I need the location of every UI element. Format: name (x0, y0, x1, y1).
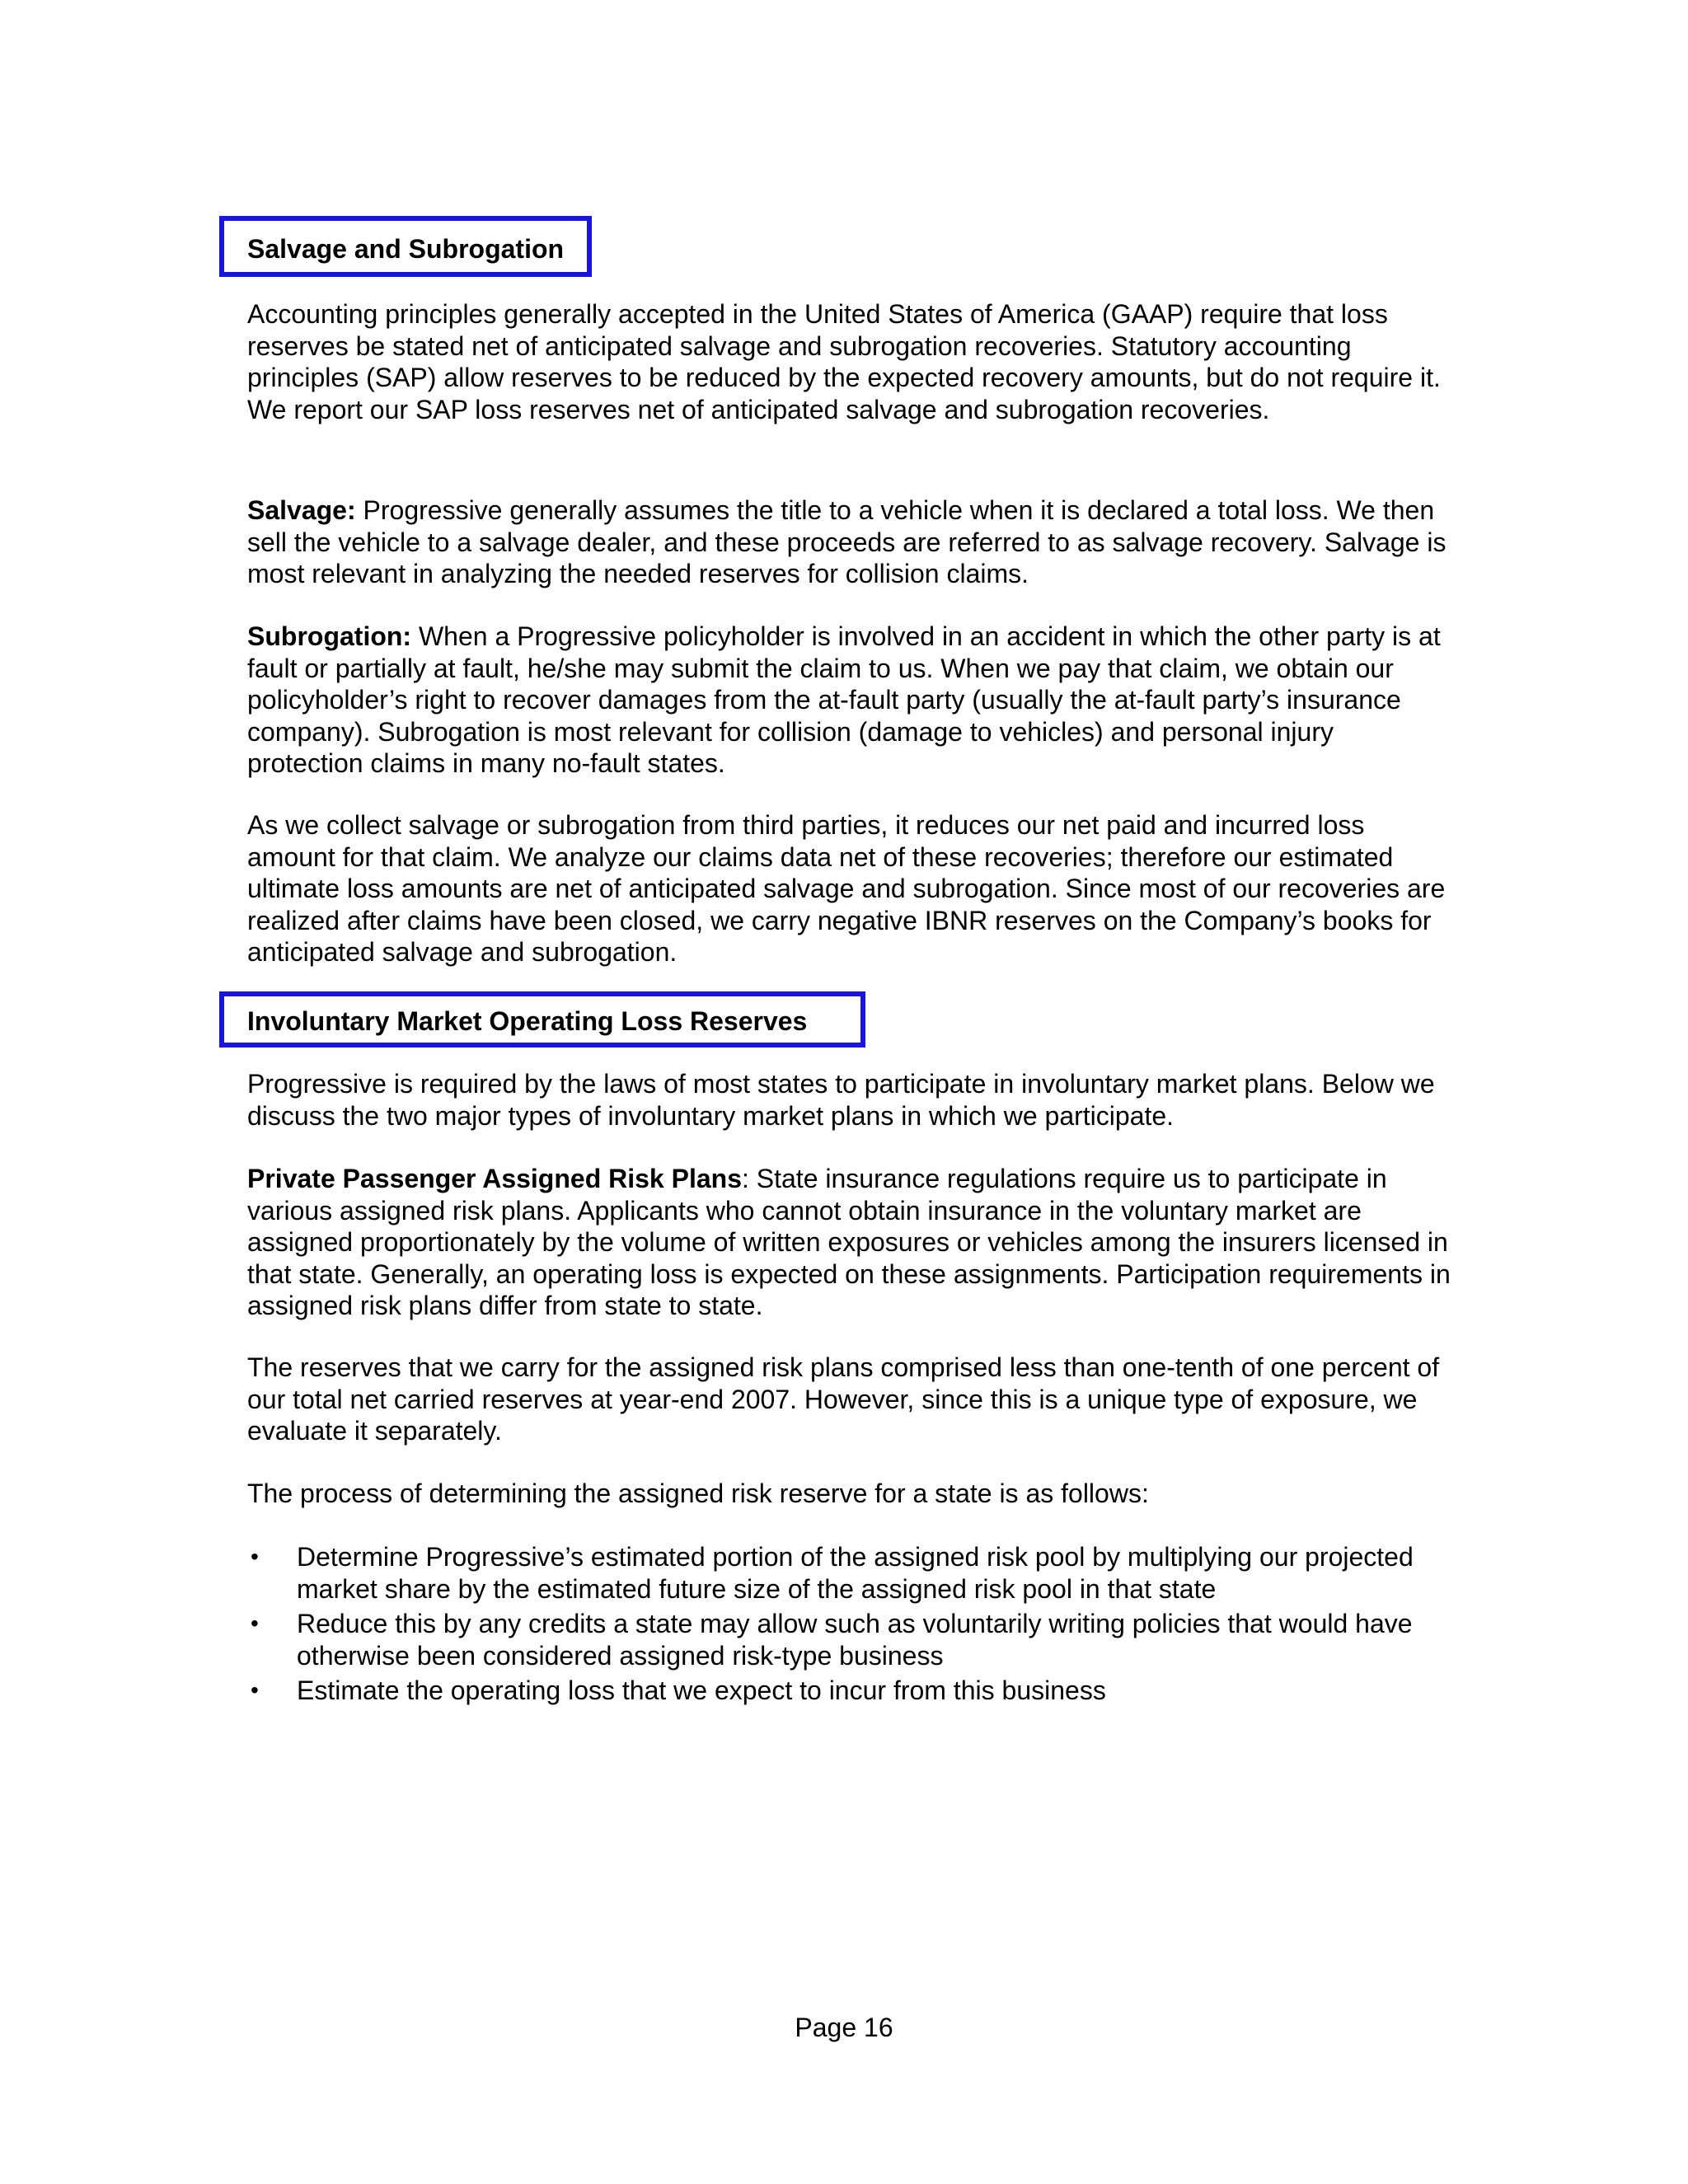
salvage-subrogation-heading: Salvage and Subrogation (247, 234, 565, 264)
list-item-text: Reduce this by any credits a state may allow such as voluntarily writing policies that would have otherwise been considered assigned risk-type business (297, 1609, 1413, 1671)
assigned-risk-plans-text: : State insurance regulations require us to participate in various assigned risk plans. Applicants who cannot obtain insurance in the voluntary market are assigned proportionately by the volume of written exposures or vehicles among the insurers licensed in that state. Generally, an operating loss is expected on these assignments. Participation requirements in assigned risk plans differ from state to state. (247, 1164, 1451, 1320)
list-item (247, 1608, 1451, 1671)
assigned-risk-plans-label: Private Passenger Assigned Risk Plans (247, 1164, 742, 1193)
list-item (247, 1675, 1451, 1707)
list-item-text: Determine Progressive’s estimated portion of the assigned risk pool by multiplying our projected market share by the estimated future size of the assigned risk pool in that state (297, 1542, 1414, 1604)
involuntary-market-intro: Progressive is required by the laws of most states to participate in involuntary market plans. Below we discuss the two major types of involuntary market plans in which we participate. (247, 1069, 1435, 1131)
assigned-risk-plans-paragraph (247, 1163, 1451, 1322)
subrogation-label: Subrogation: (247, 621, 412, 651)
salvage-label: Salvage: (247, 495, 356, 525)
involuntary-market-heading: Involuntary Market Operating Loss Reserves (247, 1006, 808, 1036)
reserves-paragraph: The reserves that we carry for the assigned risk plans comprised less than one-tenth of one percent of our total net carried reserves at year-end 2007. However, since this is a unique type of exposure, we evaluate it separately. (247, 1352, 1440, 1446)
subrogation-text: When a Progressive policyholder is involved in an accident in which the other party is at fault or partially at fault, he/she may submit the claim to us. When we pay that claim, we obtain our policyholder’s right to recover damages from the at-fault party (usually the at-fault party’s insurance company). Subrogation is most relevant for collision (damage to vehicles) and personal injury protection claims in many no-fault states. (247, 621, 1441, 778)
bullet-icon: • (251, 1677, 259, 1703)
salvage-text: Progressive generally assumes the title to a vehicle when it is declared a total loss. We then sell the vehicle to a salvage dealer, and these proceeds are referred to as salvage recovery. Salvage is most relevant in analyzing the needed reserves for collision claims. (247, 495, 1447, 588)
process-paragraph: The process of determining the assigned risk reserve for a state is as follows: (247, 1479, 1149, 1508)
page-number: Page 16 (795, 2013, 893, 2042)
salvage-subrogation-closing: As we collect salvage or subrogation from third parties, it reduces our net paid and incurred loss amount for that claim. We analyze our claims data net of these recoveries; therefore our estimated ultimate loss amounts are net of anticipated salvage and subrogation. Since most of our recoveries are realized after claims have been closed, we carry negative IBNR reserves on the Company’s books for anticipated salvage and subrogation. (247, 810, 1446, 967)
subrogation-paragraph (247, 621, 1451, 780)
bullet-icon: • (251, 1544, 259, 1569)
bullet-icon: • (251, 1610, 259, 1636)
salvage-subrogation-intro: Accounting principles generally accepted in the United States of America (GAAP) require that loss reserves be stated net of anticipated salvage and subrogation recoveries. Statutory accounting principles (SAP) allow reserves to be reduced by the expected recovery amounts, but do not require it. We report our SAP loss reserves net of anticipated salvage and subrogation recoveries. (247, 299, 1441, 424)
process-steps-list (247, 1541, 1451, 1710)
list-item (247, 1541, 1451, 1605)
salvage-paragraph (247, 494, 1451, 590)
list-item-text: Estimate the operating loss that we expect to incur from this business (297, 1675, 1106, 1705)
